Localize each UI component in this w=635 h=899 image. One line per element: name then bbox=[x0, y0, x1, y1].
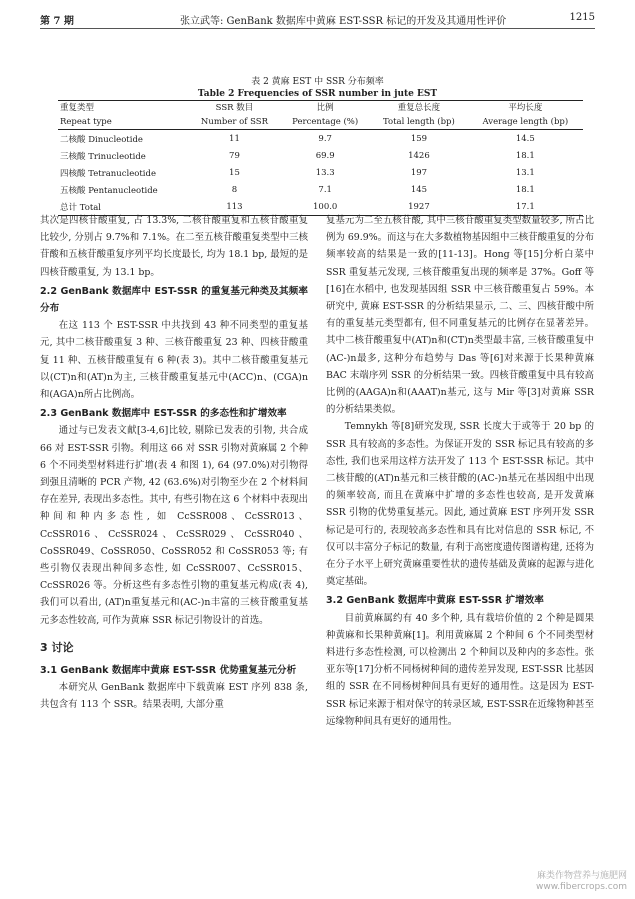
table-caption bbox=[0, 76, 635, 100]
table-cell: 总计 Total bbox=[58, 198, 189, 216]
table-cell: 159 bbox=[410, 133, 428, 144]
table-cell: 五核酸 Pentanucleotide bbox=[60, 185, 158, 196]
col-header: Repeat type bbox=[58, 115, 189, 130]
table-cell: 18.1 bbox=[515, 150, 535, 161]
section-heading-3-2: 3.2 GenBank 数据库中黄麻 EST-SSR 扩增效率 bbox=[326, 595, 544, 607]
section-heading-3-1: 3.1 GenBank 数据库中黄麻 EST-SSR 优势重复基元分析 bbox=[40, 665, 297, 677]
col-header: Average length (bp) bbox=[468, 115, 583, 130]
section-heading-3: 3 讨论 bbox=[40, 640, 74, 654]
running-header bbox=[40, 12, 595, 29]
table-cell: 69.9 bbox=[315, 150, 335, 161]
issue-number: 第 7 期 bbox=[40, 16, 74, 27]
table-cell: 14.5 bbox=[515, 133, 535, 144]
table-cell: 18.1 bbox=[515, 184, 535, 195]
table-cell: 113 bbox=[189, 198, 280, 216]
paragraph: 本研究从 GenBank 数据库中下载黄麻 EST 序列 838 条, 共包含有 113 个 SSR。结果表明, 大部分重 bbox=[40, 682, 308, 711]
running-title: 张立武等: GenBank 数据库中黄麻 EST-SSR 标记的开发及其通用性评价 bbox=[180, 16, 507, 27]
table-cell: 145 bbox=[410, 184, 428, 195]
table-cell: 11 bbox=[229, 133, 240, 144]
table-cell: 15 bbox=[229, 167, 240, 178]
table-row bbox=[58, 147, 583, 164]
table-cell: 17.1 bbox=[468, 198, 583, 216]
paragraph: 通过与已发表文献[3-4,6]比较, 剔除已发表的引物, 共合成 66 对 EST-SSR 引物。利用这 66 对 SSR 引物对黄麻属 2 个种 6 个不同类型材料进行扩增(表 4 和图 1), 64 (97.0%)对引物得到强且清晰的 PCR 产物, 42 (63.6%)对引物至少在 2 个材料间存在差异, 表现出多态性。其中, 有些引物在这 6 个材料中表现出种间和种内多态性, 如 CcSSR008、CcSSR013、CcSSR016、CcSSR024、CcSSR029、CcSSR040、CoSSR049、CoSSR050、CoSSR052 和 CoSSR053 等; 有些引物仅表现出种间多态性, 如 CcSSR007、CcSSR015、CcSSR026 等。分析这些有多态性引物的重复基元构成(表 4), 我们可以看出, (AT)n重复基元和(AC-)n丰富的三核苷酸重复基元多态性较高, 可作为黄麻 SSR 标记引物设计的首选。 bbox=[40, 425, 308, 626]
section-heading-2-3: 2.3 GenBank 数据库中 EST-SSR 的多态性和扩增效率 bbox=[40, 408, 287, 420]
table-row bbox=[58, 130, 583, 148]
watermark-url: www.fibercrops.com bbox=[536, 882, 627, 892]
right-column bbox=[326, 212, 594, 730]
table-header-row-en bbox=[58, 115, 583, 130]
paragraph: 复基元为二至五核苷酸, 其中三核苷酸重复类型数量较多, 所占比例为 69.9%。而这与在大多数植物基因组中三核苷酸重复的分布频率较高的结果是一致的[11-13]。Hong 等[15]分析白菜中 SSR 重复基元发现, 三核苷酸重复出现的频率是 37%。Goff 等[16]在水稻中, 也发现基因组 SSR 中三核苷酸重复占 59%。本研究中, 黄麻 EST-SSR 的分析结果显示, 二、三、四核苷酸中所有的重复基元类型都有, 但不同重复基元的比例存在显著差异。其中二核苷酸重复中(AT)n和(CT)n类型最丰富, 三核苷酸重复中(AC-)n最多, 这种分布趋势与 Das 等[6]对来源于长果种黄麻 BAC 末端序列 SSR 的分析结果一致。四核苷酸重复中具有较高比例的(AAGA)n和(AAAT)n基元, 这与 Mir 等[3]对黄麻 SSR 的分析结果类似。 bbox=[326, 215, 594, 416]
watermark bbox=[536, 871, 627, 893]
table-cell: 1426 bbox=[408, 150, 430, 161]
table-cell: 13.1 bbox=[515, 167, 535, 178]
watermark-cn: 麻类作物营养与施肥网 bbox=[536, 871, 627, 881]
table-cell: 8 bbox=[231, 184, 238, 195]
table-cell: 1927 bbox=[370, 198, 467, 216]
table-header-row-cn bbox=[58, 101, 583, 116]
table-cell: 13.3 bbox=[315, 167, 335, 178]
col-header: 重复总长度 bbox=[370, 101, 467, 116]
page-number: 1215 bbox=[569, 12, 595, 23]
col-header: 比例 bbox=[280, 101, 370, 116]
table-cell: 二核酸 Dinucleotide bbox=[60, 134, 143, 145]
col-header: 平均长度 bbox=[468, 101, 583, 116]
table-caption-cn: 表 2 黄麻 EST 中 SSR 分布频率 bbox=[251, 77, 384, 87]
col-header: SSR 数目 bbox=[189, 101, 280, 116]
paragraph: Temnykh 等[8]研究发现, SSR 长度大于或等于 20 bp 的 SSR 具有较高的多态性。为保证开发的 SSR 标记具有较高的多态性, 我们也采用这样方法开发了 113 个 EST-SSR 标记。其中二核苷酸的(AT)n基元和三核苷酸的(AC-)n基元在基因组中出现的频率较高, 而且在黄麻中扩增的多态性也较高, 是开发黄麻 SSR 引物的优势重复基元。因此, 通过黄麻 EST 序列开发 SSR 标记是可行的, 表现较高多态性和具有比对信息的 SSR 标记, 不仅可以丰富分子标记的数量, 有利于高密度遗传图谱构建, 还将为在分子水平上研究黄麻重要性状的遗传基础及黄麻的起源与进化奠定基础。 bbox=[326, 421, 594, 588]
table-row bbox=[58, 164, 583, 181]
table-cell: 197 bbox=[410, 167, 428, 178]
paragraph: 在这 113 个 EST-SSR 中共找到 43 种不同类型的重复基元, 其中二核苷酸重复 3 种、三核苷酸重复 23 种、四核苷酸重复 11 种、五核苷酸重复有 6 种(表 3)。其中二核苷酸重复基元以(CT)n和(AT)n为主, 三核苷酸重复基元中(ACC)n、(CGA)n和(AGA)n所占比例高。 bbox=[40, 320, 308, 401]
col-header: Number of SSR bbox=[189, 115, 280, 130]
left-column bbox=[40, 212, 308, 714]
table-row bbox=[58, 181, 583, 198]
col-header: 重复类型 bbox=[58, 101, 189, 116]
table-cell: 三核酸 Trinucleotide bbox=[60, 151, 146, 162]
table-caption-en: Table 2 Frequencies of SSR number in jute EST bbox=[197, 89, 438, 99]
table-cell: 9.7 bbox=[318, 133, 332, 144]
table-cell: 79 bbox=[229, 150, 240, 161]
table-cell: 7.1 bbox=[318, 184, 332, 195]
paragraph: 其次是四核苷酸重复, 占 13.3%, 二核苷酸重复和五核苷酸重复比较少, 分别占 9.7%和 7.1%。在二至五核苷酸重复类型中三核苷酸和五核苷酸重复序列平均长度最长, 均为 18.1 bp, 最短的是四核苷酸重复, 为 13.1 bp。 bbox=[40, 215, 308, 278]
table-cell: 四核酸 Tetranucleotide bbox=[60, 168, 156, 179]
col-header: Total length (bp) bbox=[370, 115, 467, 130]
ssr-frequency-table bbox=[58, 100, 583, 216]
paragraph: 目前黄麻属约有 40 多个种, 具有栽培价值的 2 个种是圆果种黄麻和长果种黄麻[1]。利用黄麻属 2 个种间 6 个不同类型材料进行多态性检测, 可以检测出 2 个种间以及种内的多态性。张亚东等[17]分析不同杨树种间的遗传差异发现, EST-SSR 比基因组的 SSR 在不同杨树种间具有更好的通用性。这是因为 EST-SSR 标记来源于相对保守的转录区域, EST-SSR在近缘物种甚至远缘物种间具有更好的通用性。 bbox=[326, 612, 594, 727]
table-cell: 100.0 bbox=[280, 198, 370, 216]
col-header: Percentage (%) bbox=[280, 115, 370, 130]
section-heading-2-2: 2.2 GenBank 数据库中 EST-SSR 的重复基元种类及其频率分布 bbox=[40, 285, 308, 315]
